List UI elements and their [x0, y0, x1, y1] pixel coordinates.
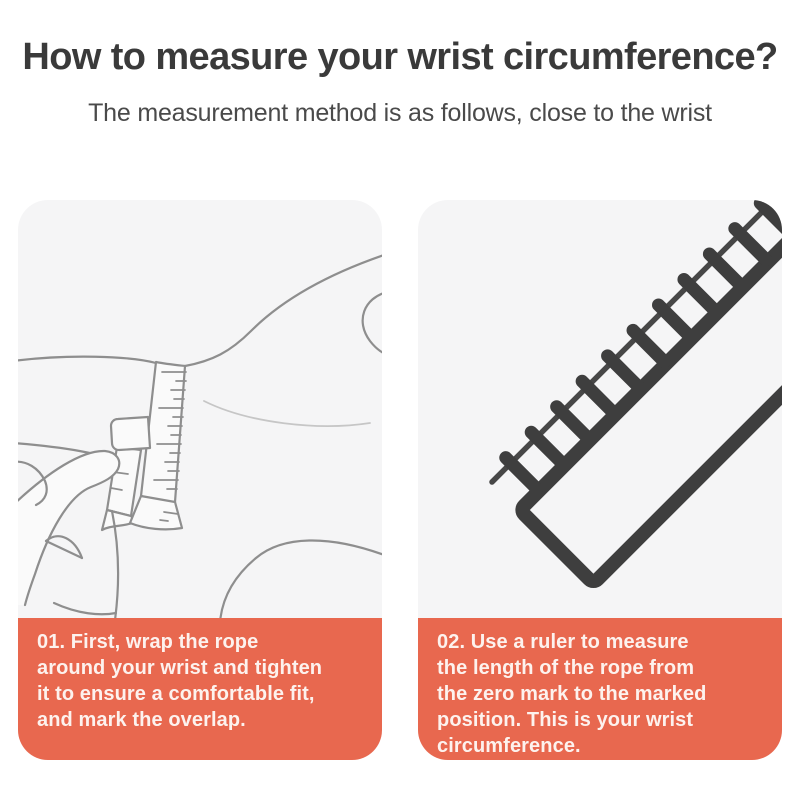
ruler-illustration: [418, 200, 782, 618]
tape-overlap-tab: [111, 417, 150, 450]
fist-bottom-line: [54, 603, 116, 614]
forearm-top-line: [18, 357, 156, 363]
step-2-description: 02. Use a ruler to measure the length of the rope from the zero mark to the marked position. This is your wrist circumference.: [418, 618, 782, 760]
step-2-card: [418, 200, 782, 760]
pointing-hand: [18, 451, 119, 618]
page-title: How to measure your wrist circumference?: [22, 36, 778, 78]
wrist-tape-illustration: [18, 200, 382, 618]
hand-top-line: [185, 254, 382, 366]
palm-crease-line: [204, 401, 370, 426]
ruler-icon: [487, 200, 782, 584]
step-1-card: [18, 200, 382, 760]
step-1-description: 01. First, wrap the rope around your wrist and tighten it to ensure a comfortable fit, and mark the overlap.: [18, 618, 382, 760]
curled-finger-line-a: [46, 541, 82, 558]
thumb-notch-line: [363, 292, 382, 354]
hand-bottom-line: [220, 540, 382, 618]
page-subtitle: The measurement method is as follows, close to the wrist: [88, 99, 712, 127]
